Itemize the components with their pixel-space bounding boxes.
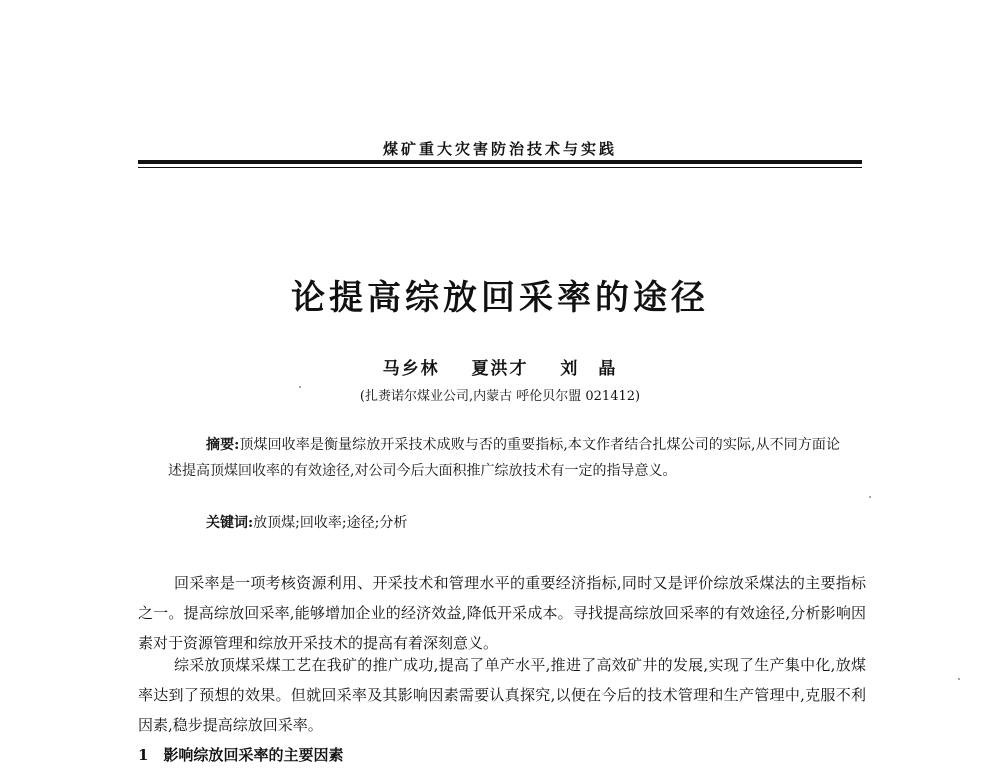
body-paragraph: 回采率是一项考核资源利用、开采技术和管理水平的重要经济指标,同时又是评价综放采煤法的主要指标之一。提高综放回采率,能够增加企业的经济效益,降低开采成本。寻找提高综放回采率的有效途径,分析影响因素对于资源管理和综放开采技术的提高有着深刻意义。 [138,574,866,652]
section-heading: 1 影响综放回采率的主要因素 [138,746,344,764]
abstract-label: 摘要: [206,437,240,453]
scan-speck [958,678,960,680]
header-rule-thin [138,167,862,168]
keywords [206,512,846,532]
scan-speck [299,386,301,388]
scan-speck [869,496,871,498]
affiliation: (扎赉诺尔煤业公司,内蒙古 呼伦贝尔盟 021412) [359,389,641,404]
header-rule-thick [138,160,862,164]
author-name: 马乡林 [382,359,440,379]
keywords-text: 放顶煤;回收率;途径;分析 [253,515,408,531]
body-paragraph: 综采放顶煤采煤工艺在我矿的推广成功,提高了单产水平,推进了高效矿井的发展,实现了生产集中化,放煤率达到了预想的效果。但就回采率及其影响因素需要认真探究,以便在今后的技术管理和生产管理中,克服不利因素,稳步提高综放回采率。 [138,656,866,734]
author-name: 刘 晶 [560,359,618,379]
author-list [140,354,860,379]
journal-header-title: 煤矿重大灾害防治技术与实践 [382,140,617,158]
paper-title: 论提高综放回采率的途径 [291,278,709,318]
author-name: 夏洪才 [471,359,529,379]
keywords-label: 关键词: [206,515,254,531]
abstract [168,432,840,484]
abstract-text: 顶煤回收率是衡量综放开采技术成败与否的重要指标,本文作者结合扎煤公司的实际,从不同方面论述提高顶煤回收率的有效途径,对公司今后大面积推广综放技术有一定的指导意义。 [168,437,840,479]
